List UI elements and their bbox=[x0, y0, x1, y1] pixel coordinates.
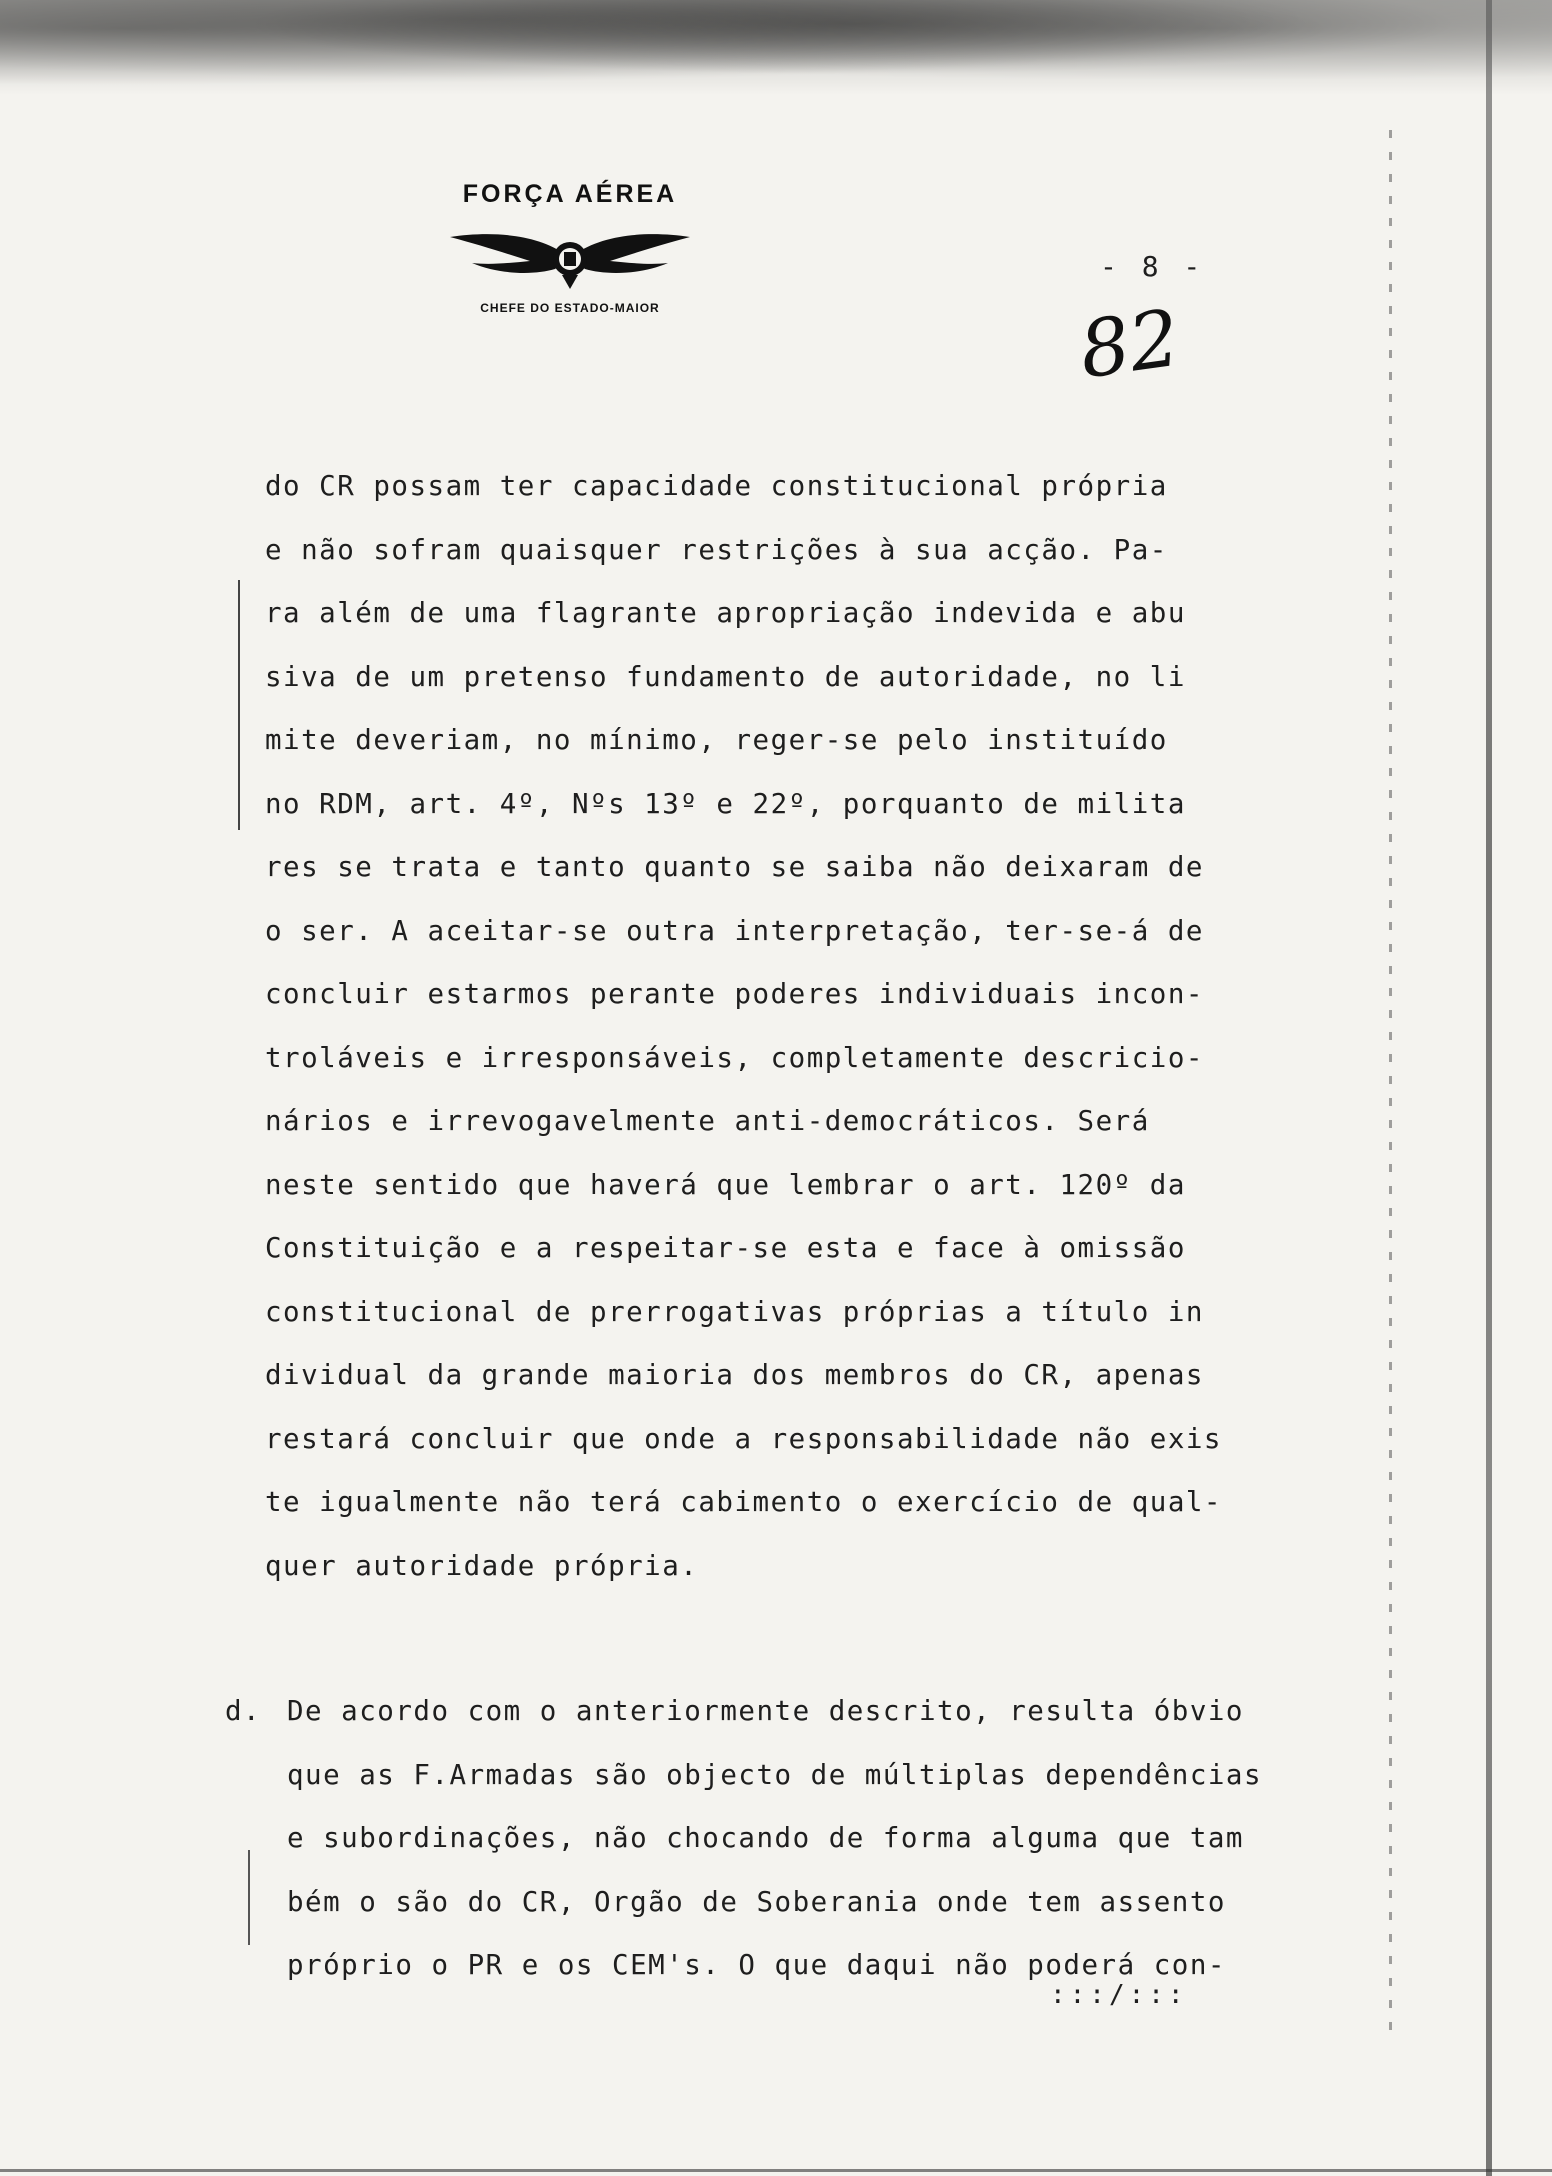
text-line: troláveis e irresponsáveis, completamente descricio- bbox=[265, 1041, 1204, 1074]
section-d-body bbox=[287, 1680, 1287, 1998]
text-line: quer autoridade própria. bbox=[265, 1549, 699, 1582]
handwritten-annotation: 82 bbox=[1074, 293, 1186, 397]
letterhead bbox=[430, 180, 710, 315]
scan-bottom-edge bbox=[0, 2169, 1552, 2172]
text-line: siva de um pretenso fundamento de autoridade, no li bbox=[265, 660, 1186, 693]
text-line: que as F.Armadas são objecto de múltiplas dependências bbox=[287, 1758, 1263, 1791]
paragraph-continuation bbox=[265, 455, 1275, 1598]
text-line: res se trata e tanto quanto se saiba não deixaram de bbox=[265, 851, 1204, 883]
scan-edge bbox=[1486, 0, 1492, 2176]
scan-edge-marks bbox=[1389, 130, 1392, 2030]
text-line: constitucional de prerrogativas próprias a título in bbox=[265, 1295, 1204, 1328]
text-line: próprio o PR e os CEM's. O que daqui não poderá con- bbox=[287, 1949, 1226, 1981]
department-name: CHEFE DO ESTADO-MAIOR bbox=[480, 301, 660, 315]
text-line: do CR possam ter capacidade constitucional própria bbox=[265, 470, 1168, 502]
text-line: no RDM, art. 4º, Nºs 13º e 22º, porquanto de milita bbox=[265, 787, 1186, 820]
text-line: Constituição e a respeitar-se esta e face à omissão bbox=[265, 1232, 1186, 1264]
text-line: mite deveriam, no mínimo, reger-se pelo instituído bbox=[265, 724, 1168, 756]
text-line: restará concluir que onde a responsabilidade não exis bbox=[265, 1422, 1222, 1455]
continuation-mark: :::/::: bbox=[1050, 1980, 1188, 2010]
text-line: e subordinações, não chocando de forma alguma que tam bbox=[287, 1822, 1244, 1854]
text-line: bém o são do CR, Orgão de Soberania onde tem assento bbox=[287, 1885, 1226, 1918]
scan-noise bbox=[0, 0, 1552, 95]
page-number: - 8 - bbox=[1100, 250, 1205, 283]
text-line: concluir estarmos perante poderes individuais incon- bbox=[265, 978, 1204, 1010]
org-name: FORÇA AÉREA bbox=[462, 180, 678, 208]
margin-mark bbox=[248, 1850, 250, 1945]
text-line: o ser. A aceitar-se outra interpretação, ter-se-á de bbox=[265, 914, 1204, 947]
wings-emblem-icon bbox=[450, 223, 690, 293]
section-marker: d. bbox=[225, 1695, 262, 1727]
text-line: neste sentido que haverá que lembrar o art. 120º da bbox=[265, 1168, 1186, 1201]
text-line: dividual da grande maioria dos membros do CR, apenas bbox=[265, 1359, 1204, 1391]
margin-mark bbox=[238, 580, 240, 830]
text-line: e não sofram quaisquer restrições à sua acção. Pa- bbox=[265, 533, 1168, 566]
text-line: ra além de uma flagrante apropriação indevida e abu bbox=[265, 597, 1186, 629]
text-line: te igualmente não terá cabimento o exercício de qual- bbox=[265, 1486, 1222, 1518]
text-line: De acordo com o anteriormente descrito, resulta óbvio bbox=[287, 1695, 1244, 1727]
text-line: nários e irrevogavelmente anti-democráticos. Será bbox=[265, 1105, 1150, 1137]
